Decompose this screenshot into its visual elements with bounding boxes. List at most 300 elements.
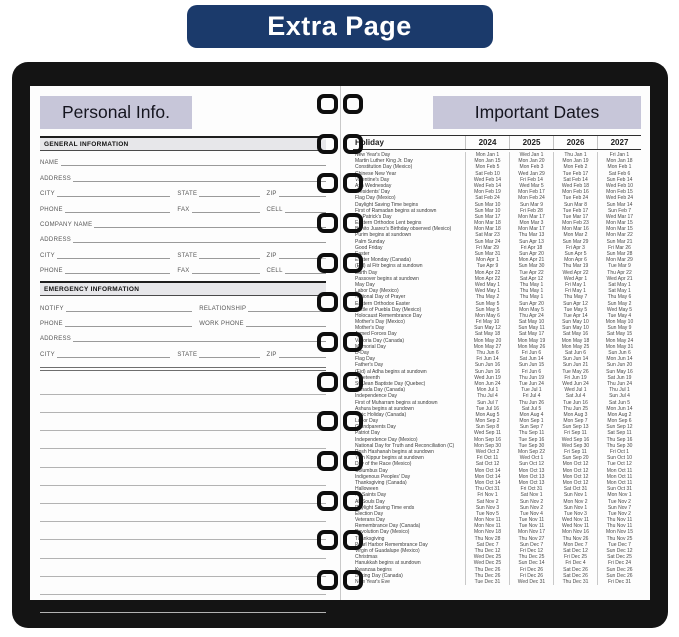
holiday-date: Tue Feb 17 [553,171,597,177]
holiday-date: Sun Jun 14 [553,356,597,362]
holiday-name: Memorial Day [355,343,386,350]
holiday-date: Sun Jun 21 [553,362,597,368]
holiday-date: Sun May 10 [553,325,597,331]
blank-line [40,413,326,431]
coil-ring-left [317,173,338,193]
holiday-date: Fri Jun 6 [509,350,553,356]
coil-ring-left [317,253,338,273]
coil-ring-left [317,134,338,154]
holiday-date: Wed Apr 21 [597,276,641,282]
holiday-name: D-Day [355,350,370,356]
holiday-date: Fri Jul 4 [509,393,553,399]
holiday-date: Mon Feb 15 [597,189,641,195]
form-field-row [40,312,326,327]
field-label: CITY [40,252,55,259]
holiday-name: Easter [355,251,370,257]
form-field [199,321,326,327]
wire-binding [317,94,363,590]
coil-ring-left [317,292,338,312]
holiday-date: Mon Oct 14 [465,480,509,486]
form-field-row [40,197,326,212]
holiday-date: Sun May 5 [465,301,509,307]
holiday-date: Sun Mar 17 [465,214,509,220]
holiday-date: Thu Apr 24 [509,313,553,319]
field-label: COMPANY NAME [40,221,93,228]
holiday-date: Tue Mar 9 [597,263,641,269]
holiday-date: Sun Nov 7 [597,505,641,511]
holiday-date: Thu May 1 [509,288,553,294]
holiday-date: Tue Jun 16 [553,400,597,406]
holiday-date: Tue Sep 16 [509,437,553,443]
coil-loop [317,570,363,590]
holiday-date: Wed Jun 24 [553,381,597,387]
holiday-date: Thu Dec 12 [465,548,509,554]
holiday-date: Thu Nov 11 [597,517,641,523]
coil-ring-right [343,134,364,154]
holiday-date: Sun Apr 5 [553,251,597,257]
holiday-date: Sat Oct 31 [553,486,597,492]
holiday-date: Wed Nov 11 [553,517,597,523]
coil-ring-right [343,94,364,114]
holiday-date: Sat May 10 [509,319,553,325]
holiday-date: Mon Mar 22 [597,232,641,238]
holiday-date: Mon Oct 11 [597,480,641,486]
holiday-date: Sun Feb 14 [597,177,641,183]
holiday-date: Fri Sep 11 [553,430,597,436]
holiday-date: Mon Oct 12 [553,461,597,467]
holiday-date: Sun Apr 13 [509,239,553,245]
holiday-date: Thu Sep 16 [597,437,641,443]
column-header-year: 2024 [465,136,509,149]
holiday-name: Daylight Saving Time ends [355,504,415,511]
holiday-date: Sun Jul 4 [597,393,641,399]
holiday-date: Sun Dec 12 [597,548,641,554]
holiday-date: Sat Feb 24 [465,195,509,201]
holiday-date: Fri May 1 [553,288,597,294]
holiday-date: Fri Dec 26 [509,567,553,573]
holiday-name: Flag Day (Mexico) [355,195,396,202]
holiday-date: Mon Aug 5 [465,412,509,418]
holiday-date: Sun May 11 [509,325,553,331]
holiday-date: Sat Feb 6 [597,171,641,177]
holiday-name: May Day [355,281,375,288]
holiday-date: Wed Jan 1 [509,152,553,158]
holiday-date: Wed Sep 30 [553,443,597,449]
coil-ring-left [317,213,338,233]
holiday-name: Victoria Day (Canada) [355,337,405,344]
coil-loop [317,372,363,392]
holiday-date: Sat Nov 2 [465,499,509,505]
holiday-date: Fri Dec 12 [509,548,553,554]
holiday-date: Sun Mar 10 [465,202,509,208]
holiday-date: Thu Dec 31 [553,579,597,585]
form-field [40,191,170,197]
holiday-name: Constitution Day (Mexico) [355,164,413,171]
form-field-row [40,327,326,342]
field-label: FAX [177,206,190,213]
holiday-date: Mon Jan 15 [465,158,509,164]
blank-line [40,504,326,522]
extra-page-banner [187,5,493,48]
holiday-date: Mon Apr 6 [553,257,597,263]
holiday-date: Wed Feb 18 [553,183,597,189]
holiday-date: Wed Jun 19 [465,375,509,381]
holiday-date: Sun Sep 7 [509,424,553,430]
coil-ring-right [343,213,364,233]
field-label: PHONE [40,320,63,327]
holiday-name: Grandparents Day [355,424,396,431]
holiday-date: Sun Nov 2 [509,505,553,511]
coil-ring-left [317,530,338,550]
coil-loop [317,332,363,352]
coil-loop [317,134,363,154]
form-field [40,176,326,182]
holiday-name: All Saints Day [355,492,387,499]
field-blank-line [192,211,260,213]
form-field [40,306,192,312]
holiday-name: Halloween [355,486,379,493]
holiday-date: Mon Apr 1 [465,257,509,263]
holiday-date: Mon Feb 24 [509,195,553,201]
holiday-date: Tue May 5 [553,307,597,313]
coil-ring-left [317,332,338,352]
holiday-name: Remembrance Day (Canada) [355,523,421,530]
holiday-date: Sat Dec 7 [465,542,509,548]
blank-line [40,540,326,558]
form-field-row [40,243,326,258]
coil-loop [317,451,363,471]
holiday-date: Tue Nov 2 [597,499,641,505]
holiday-date: Sat Dec 26 [553,573,597,579]
holiday-date: Fri Jun 6 [509,369,553,375]
holiday-date: Sat Jul 4 [553,393,597,399]
holiday-date: Thu Dec 26 [465,567,509,573]
holiday-date: Mon Jan 1 [465,152,509,158]
holiday-name: Palm Sunday [355,238,385,245]
holiday-date: Sun Jun 16 [465,369,509,375]
coil-loop [317,253,363,273]
holiday-date: Fri Sep 11 [553,449,597,455]
holiday-date: Thu Nov 28 [465,536,509,542]
holiday-date: Sat Dec 25 [597,554,641,560]
holiday-date: Mon Mar 17 [509,214,553,220]
blank-line [40,395,326,413]
holiday-date: Mon Sep 7 [553,418,597,424]
holiday-date: Wed Jul 1 [553,387,597,393]
blank-line [40,577,326,595]
holiday-date: Tue Oct 12 [597,461,641,467]
ruled-note-lines [40,377,326,613]
holiday-date: Mon Apr 22 [465,276,509,282]
holiday-date: Wed Sep 16 [553,437,597,443]
holiday-date: Fri Oct 1 [597,449,641,455]
holiday-date: Mon Jun 14 [597,356,641,362]
holiday-date: Tue Nov 3 [553,511,597,517]
field-blank-line [94,226,326,228]
holiday-date: Thu Jan 1 [553,152,597,158]
field-label: ZIP [266,351,277,358]
holiday-date: Mon Oct 14 [465,468,509,474]
holiday-date: Sun Jun 15 [509,362,553,368]
holiday-name: Benito Juarez's Birthday observed (Mexico) [355,226,452,233]
holiday-name: Independence Day [355,393,397,400]
holiday-date: Sat Mar 23 [465,232,509,238]
holiday-date: Sun Sep 8 [465,424,509,430]
holiday-date: Fri Dec 26 [509,573,553,579]
holiday-date: Wed Oct 1 [509,455,553,461]
form-field-row [40,259,326,274]
holiday-date: Mon Apr 21 [509,257,553,263]
holiday-date: Mon Mar 15 [597,220,641,226]
holiday-date: Mon Aug 2 [597,412,641,418]
field-label: ZIP [266,191,277,198]
holiday-date: Mon Nov 15 [597,529,641,535]
holiday-date: Sat Jul 5 [509,406,553,412]
field-blank-line [246,325,326,327]
holiday-name: Day of the Race (Mexico) [355,461,412,468]
holiday-date: Thu Jul 1 [597,387,641,393]
holiday-date: Sat Apr 12 [509,276,553,282]
holiday-name: Father's Day [355,362,384,369]
holiday-date: Fri Feb 28 [509,208,553,214]
coil-loop [317,491,363,511]
holiday-date: Tue Feb 17 [553,208,597,214]
coil-ring-left [317,570,338,590]
important-dates-title-box [433,96,641,129]
holiday-name: Christmas [355,554,378,561]
holiday-date: Mon Jul 1 [465,387,509,393]
banner-label: Extra Page [267,11,412,41]
holiday-date: Mon May 5 [509,307,553,313]
field-blank-line [65,325,192,327]
holiday-date: Mon Nov 17 [509,529,553,535]
holiday-date: Sun Dec 26 [597,567,641,573]
holiday-date: Sat May 18 [465,331,509,337]
field-label: RELATIONSHIP [199,305,247,312]
holiday-name: Patriot Day [355,430,380,437]
field-blank-line [65,272,170,274]
blank-line [40,449,326,467]
field-blank-line [61,164,326,166]
holiday-date: Wed Oct 2 [465,449,509,455]
coil-ring-right [343,332,364,352]
holiday-date: Mon May 19 [509,338,553,344]
holiday-date: Thu Jul 4 [465,393,509,399]
emergency-information-section [40,281,326,358]
holiday-date: Wed Sep 11 [465,430,509,436]
holiday-date: Mon Oct 11 [597,468,641,474]
holiday-name: Passover begins at sundown [355,275,419,282]
holiday-date: Fri Apr 18 [509,245,553,251]
field-label: FAX [177,268,190,275]
coil-ring-right [343,372,364,392]
field-blank-line [73,180,326,182]
holiday-name: Kwanzaa begins [355,566,392,573]
holiday-date: Tue May 26 [553,369,597,375]
holiday-date: Mon Feb 1 [597,164,641,170]
form-field [40,352,170,358]
holiday-date: Tue Jun 24 [509,381,553,387]
personal-info-title-box [40,96,192,129]
column-header-year: 2026 [553,136,597,149]
holiday-date: Mon Nov 16 [553,529,597,535]
field-blank-line [199,195,259,197]
holiday-date: Sun May 16 [597,369,641,375]
holiday-date: Thu Jun 6 [465,350,509,356]
coil-ring-right [343,451,364,471]
field-label: CITY [40,191,55,198]
holiday-date: Mon Feb 17 [509,189,553,195]
holiday-name: (Eid) al Fitr begins at sundown [355,263,423,270]
holiday-date: Sun Sep 20 [553,455,597,461]
holiday-date: Mon May 26 [509,344,553,350]
blank-line [40,486,326,504]
holiday-date: Sun Mar 29 [553,239,597,245]
holiday-name: Thanksgiving (Canada) [355,479,407,486]
holiday-date: Sun Jun 16 [465,362,509,368]
holiday-name: Ash Wednesday [355,182,392,189]
holiday-date: Sun Mar 28 [597,251,641,257]
holiday-date: Mon Mar 29 [597,257,641,263]
holiday-row [353,579,641,585]
form-field [40,160,326,166]
holiday-date: Mon Sep 6 [597,418,641,424]
holiday-date: Wed Jan 29 [509,171,553,177]
holiday-date: Sun Mar 24 [465,239,509,245]
holiday-date: Thu Sep 11 [509,430,553,436]
holiday-date: Wed Mar 5 [509,183,553,189]
holiday-name: Juneteenth [355,374,380,381]
holiday-date: Mon Jan 20 [509,158,553,164]
holiday-name: Martin Luther King Jr. Day [355,158,413,165]
coil-ring-left [317,372,338,392]
holiday-date: Mon May 27 [465,344,509,350]
blank-line [40,377,326,395]
holiday-date: Mon Feb 3 [509,164,553,170]
blank-line [40,522,326,540]
holiday-date: Mon Oct 14 [465,474,509,480]
holiday-date: Mon Oct 12 [553,468,597,474]
holiday-date: Wed Feb 10 [597,183,641,189]
holiday-date: Mon Sep 2 [465,418,509,424]
holiday-name: St. Patrick's Day [355,213,392,220]
holiday-date: Thu Jun 25 [553,406,597,412]
holiday-date: Thu Jun 24 [597,381,641,387]
holiday-table-header [353,135,641,150]
field-label: ADDRESS [40,237,72,244]
field-blank-line [73,241,326,243]
holiday-date: Wed Feb 14 [465,177,509,183]
form-field [177,352,259,358]
holiday-date: Thu Mar 13 [509,232,553,238]
holiday-date: Tue Sep 30 [509,443,553,449]
holiday-date: Sat May 17 [509,331,553,337]
holiday-date: Sat Feb 14 [553,177,597,183]
holiday-name: Ashura begins at sundown [355,405,414,412]
holiday-date: Mon Oct 11 [597,474,641,480]
holiday-date: Thu May 6 [597,294,641,300]
form-field [177,268,259,274]
holiday-date: Mon Feb 23 [553,220,597,226]
holiday-date: Thu Sep 30 [597,443,641,449]
coil-ring-right [343,173,364,193]
holiday-name: Virgin of Guadalupe (Mexico) [355,548,420,554]
field-blank-line [199,257,259,259]
holiday-date: Wed Dec 25 [465,560,509,566]
holiday-date: Tue Nov 2 [597,511,641,517]
holiday-date: Mon Feb 16 [553,189,597,195]
form-field-row [40,342,326,357]
form-field [40,237,326,243]
holiday-date: Fri Dec 31 [597,579,641,585]
holiday-date: Mon Nov 1 [597,492,641,498]
holiday-date: Fri Nov 1 [465,492,509,498]
coil-ring-right [343,570,364,590]
holiday-name: Mother's Day [355,325,385,332]
holiday-date: Tue Apr 9 [465,263,509,269]
field-blank-line [248,310,326,312]
holiday-name: First of Ramadan begins at sundown [355,207,437,214]
holiday-date: Sun Nov 1 [553,492,597,498]
holiday-date: Sun Mar 9 [509,202,553,208]
holiday-date: Tue Nov 4 [509,511,553,517]
field-label: STATE [177,351,198,358]
holiday-date: Sun May 12 [465,325,509,331]
holiday-name: Independence Day (Mexico) [355,436,418,443]
field-label: ZIP [266,252,277,259]
holiday-date: Mon Nov 11 [465,517,509,523]
field-label: CELL [266,206,283,213]
holiday-date: Sat Jun 6 [553,350,597,356]
page-title: Personal Info. [62,102,170,122]
holiday-date: Mon Feb 5 [465,164,509,170]
holiday-date: Thu Nov 11 [597,523,641,529]
coil-loop [317,173,363,193]
holiday-name: National Day for Truth and Reconciliation (C) [355,442,455,449]
holiday-date: Mon Mar 3 [509,220,553,226]
holiday-date: Wed Feb 14 [465,183,509,189]
holiday-name: Daylight Saving Time begins [355,201,419,208]
coil-ring-right [343,411,364,431]
holiday-date: Tue Dec 7 [597,542,641,548]
holiday-date: Sun Jun 20 [597,362,641,368]
holiday-date: Sat May 1 [597,282,641,288]
holiday-date: Fri Oct 11 [465,455,509,461]
coil-ring-left [317,491,338,511]
holiday-date: Tue Mar 17 [553,214,597,220]
holiday-name: Flag Day [355,356,376,363]
holiday-name: Canada Day (Canada) [355,387,406,394]
holiday-date: Sun Apr 20 [509,251,553,257]
holiday-date: Sun Mar 21 [597,239,641,245]
holiday-date: Tue Jul 16 [465,406,509,412]
coil-loop [317,213,363,233]
column-header-holiday: Holiday [355,138,384,147]
column-header-year: 2025 [509,136,553,149]
holiday-date: Fri Oct 31 [509,486,553,492]
holiday-date: Sun Sep 12 [597,424,641,430]
coil-loop [317,94,363,114]
holiday-date: Sun Nov 2 [509,499,553,505]
holiday-date: Sun Apr 20 [509,301,553,307]
holiday-date: Sun Dec 14 [509,560,553,566]
holiday-name: Armed Forces Day [355,331,397,338]
holiday-date: Sun Oct 10 [597,455,641,461]
holiday-name: Valentine's Day [355,176,390,183]
holiday-date: Thu Nov 27 [509,536,553,542]
holiday-date: Mon Nov 18 [465,529,509,535]
field-blank-line [199,356,259,358]
